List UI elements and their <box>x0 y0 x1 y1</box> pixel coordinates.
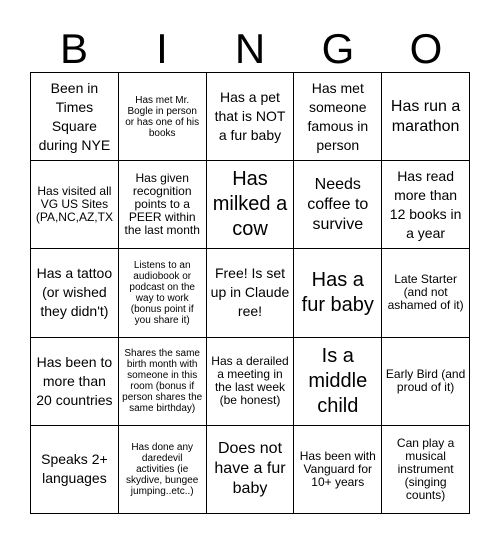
header-letter-i: I <box>156 25 168 72</box>
bingo-cell-o2[interactable] <box>382 161 470 249</box>
bingo-cell-g4[interactable] <box>294 338 382 426</box>
bingo-cell-o5[interactable] <box>382 426 470 514</box>
header-letter-g: G <box>321 25 355 72</box>
header-letter-o: O <box>409 25 443 72</box>
cell-text: Has been with Vanguard for 10+ years <box>299 448 376 489</box>
bingo-cell-i5[interactable] <box>119 426 207 514</box>
cell-text: Has a fur baby <box>301 268 374 316</box>
bingo-cell-b5[interactable] <box>31 426 119 514</box>
cell-text: Listens to an audiobook or podcast on the way to work (bonus point if you share it) <box>129 259 195 326</box>
cell-text: Has a derailed a meeting in the last week (be honest) <box>211 354 289 408</box>
bingo-cell-n4[interactable] <box>207 338 295 426</box>
header-letter-b: B <box>59 25 88 72</box>
cell-text: Has milked a cow <box>212 168 288 241</box>
bingo-cell-g2[interactable] <box>294 161 382 249</box>
bingo-cell-n1[interactable] <box>207 73 295 161</box>
cell-text: Has met Mr. Bogle in person or has one of his books <box>125 94 200 139</box>
bingo-cell-o4[interactable] <box>382 338 470 426</box>
cell-text: Has given recognition points to a PEER within the last month <box>124 171 200 238</box>
bingo-cell-o3[interactable] <box>382 249 470 337</box>
bingo-cell-b4[interactable] <box>31 338 119 426</box>
bingo-cell-n2[interactable] <box>207 161 295 249</box>
cell-text: Has been to more than 20 countries <box>36 353 113 408</box>
cell-text: Been in Times Square during NYE <box>38 79 111 153</box>
cell-text: Late Starter (and not ashamed of it) <box>387 272 464 313</box>
cell-text: Free! Is set up in Claude ree! <box>210 265 290 320</box>
cell-text: Shares the same birth month with someone in this room (bonus if person shares the same birthday) <box>122 348 203 415</box>
cell-text: Has a pet that is NOT a fur baby <box>214 89 286 144</box>
bingo-cell-i4[interactable] <box>119 338 207 426</box>
cell-text: Has a tattoo (or wished they didn't) <box>36 265 113 320</box>
bingo-cell-b1[interactable] <box>31 73 119 161</box>
cell-text: Has run a marathon <box>390 97 461 135</box>
bingo-cell-g5[interactable] <box>294 426 382 514</box>
cell-text: Has done any daredevil activities (ie skydive, bungee jumping..etc..) <box>126 441 199 497</box>
bingo-cell-b3[interactable] <box>31 249 119 337</box>
cell-text: Does not have a fur baby <box>214 440 286 498</box>
cell-text: Has met someone famous in person <box>307 79 369 153</box>
bingo-cell-g1[interactable] <box>294 73 382 161</box>
bingo-header <box>30 26 470 72</box>
cell-text: Is a middle child <box>308 344 368 417</box>
cell-text: Can play a musical instrument (singing counts) <box>396 435 455 502</box>
cell-text: Has read more than 12 books in a year <box>389 167 462 241</box>
cell-text: Has visited all VG US Sites (PA,NC,AZ,TX <box>35 184 113 225</box>
bingo-cell-n3-free[interactable] <box>207 249 295 337</box>
bingo-cell-i3[interactable] <box>119 249 207 337</box>
bingo-grid <box>30 72 470 514</box>
header-letter-n: N <box>234 25 266 72</box>
bingo-cell-g3[interactable] <box>294 249 382 337</box>
bingo-cell-i1[interactable] <box>119 73 207 161</box>
bingo-cell-n5[interactable] <box>207 426 295 514</box>
bingo-cell-b2[interactable] <box>31 161 119 249</box>
cell-text: Speaks 2+ languages <box>41 451 108 487</box>
bingo-cell-o1[interactable] <box>382 73 470 161</box>
cell-text: Early Bird (and proud of it) <box>385 367 466 395</box>
bingo-cell-i2[interactable] <box>119 161 207 249</box>
cell-text: Needs coffee to survive <box>307 175 369 233</box>
